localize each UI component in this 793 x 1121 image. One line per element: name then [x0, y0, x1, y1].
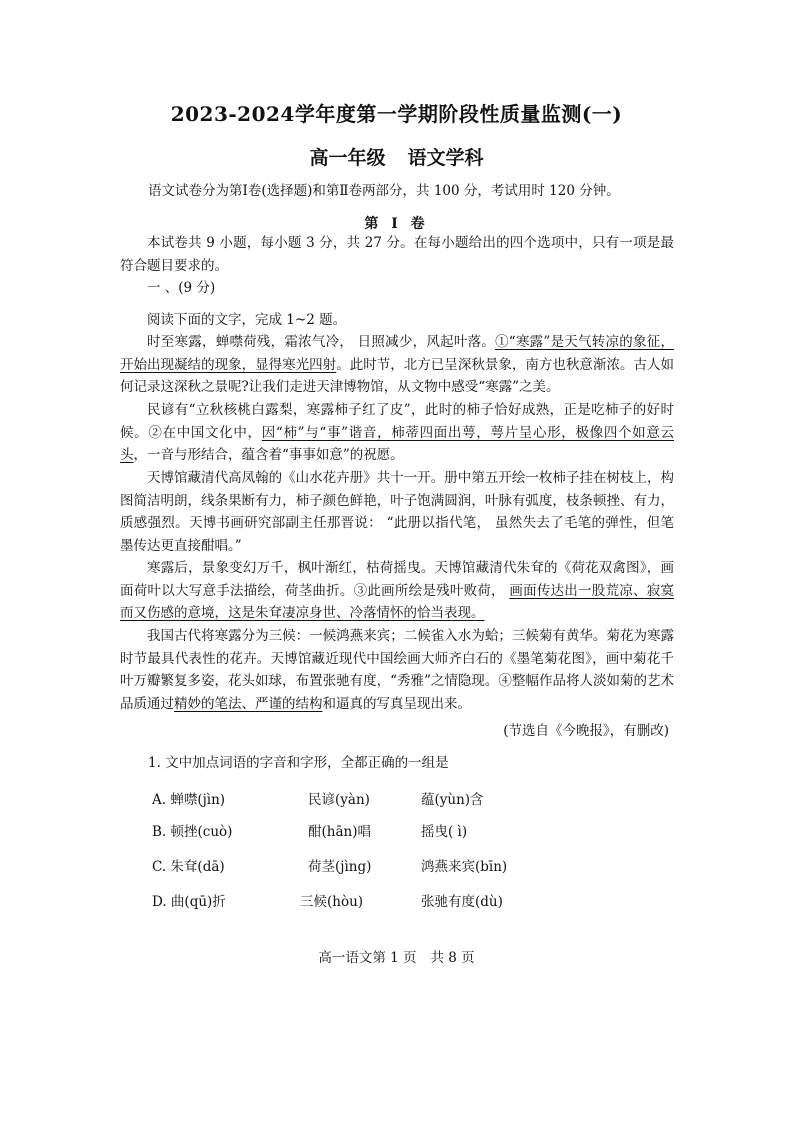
option-c-item-3: 鸿燕来宾(bīn) — [421, 859, 508, 875]
option-c — [152, 855, 652, 877]
option-b-item-1: B. 顿挫(cuò) — [152, 824, 233, 840]
option-b-item-2: 酣(hān)唱 — [308, 824, 371, 840]
p1-text-a: 时至寒露，蝉噤荷残，霜浓气冷， 日照减少，风起叶落。 — [147, 334, 496, 350]
passage-paragraph-2 — [120, 399, 674, 467]
exam-title: 2023-2024学年度第一学期阶段性质量监测(一) — [170, 102, 623, 126]
p5-text-a: 我国古代将寒露分为三候：一候鸿燕来宾；二候雀入水为蛤；三候菊有黄华。菊花为寒露时节最具代表性的花卉。天博馆藏近现代中国绘画大师齐白石的《墨笔菊花图》，画中菊花千叶万瓣繁复多姿，花头如球，布置张驰有度，“秀雅”之情隐现。④整幅作品将人淡如菊的艺术品质通过 — [120, 628, 674, 712]
p5-text-b: 和逼真的写真呈现出来。 — [322, 695, 471, 712]
passage-paragraph-5 — [120, 625, 674, 715]
option-a-item-1: A. 蝉噤(jìn) — [152, 792, 226, 808]
underlined-sentence-1: ①“寒露”是天气转凉的象征，开始出现凝结的现象，显得寒光四射 — [120, 334, 674, 373]
p2-text-a: 民谚有“立秋核桃白露梨，寒露柿子红了皮”，此时的柿子恰好成熟，正是吃柿子的好时候。②在中国文化中， — [120, 402, 674, 441]
option-d — [152, 890, 652, 912]
subject-label: 语文学科 — [407, 147, 484, 169]
option-a-item-2: 民谚(yàn) — [308, 792, 370, 808]
page-footer — [0, 946, 793, 966]
question-1-stem: 1. 文中加点词语的字音和字形，全都正确的一组是 — [148, 755, 449, 771]
option-d-item-1: D. 曲(qū)折 — [152, 894, 226, 910]
passage-paragraph-4 — [120, 557, 674, 625]
part-one-heading: 一 、(9 分) — [147, 280, 216, 296]
underlined-phrase-4: 精妙的笔法、严谨的结构 — [174, 695, 323, 712]
passage-paragraph-1 — [120, 331, 674, 399]
option-d-item-3: 张驰有度(dù) — [421, 894, 503, 910]
section-heading: 第 Ⅰ 卷 — [364, 216, 429, 232]
option-a — [152, 788, 652, 810]
option-d-item-2: 三候(hòu) — [300, 894, 364, 910]
reading-prompt: 阅读下面的文字，完成 1~2 题。 — [147, 312, 347, 328]
option-b-item-3: 摇曳( ì) — [421, 824, 468, 840]
passage-paragraph-3: 天博馆藏清代高凤翰的《山水花卉册》共十一开。册中第五开绘一枚柿子挂在树枝上，构图简洁明朗，线条果断有力，柿子颜色鲜艳，叶子饱满圆润，叶脉有弧度，枝条顿挫、有力，质感强烈。天博书画研究部副主任那晋说： “此册以指代笔， 虽然失去了毛笔的弹性，但笔墨传达更直接酣唱。” — [120, 470, 674, 554]
grade-label: 高一年级 — [309, 147, 386, 169]
option-b — [152, 820, 652, 842]
exam-subtitle — [0, 143, 793, 170]
option-c-item-2: 荷茎(jìng) — [308, 859, 372, 875]
p4-text-a: 寒露后，景象变幻万千，枫叶渐红，枯荷摇曳。天博馆藏清代朱耷的《荷花双禽图》，画面荷叶以大写意手法描绘，荷茎曲折。③此画所绘是残叶败荷， — [120, 560, 674, 599]
p1-text-b: 。此时节，北方已呈深秋景象，南方也秋意渐浓。古人如何记录这深秋之景呢?让我们走进天津博物馆，从文物中感受“寒露”之美。 — [120, 356, 675, 396]
underlined-sentence-3: 画面传达出一股荒凉、寂寞而又伤感的意境，这是朱耷凄凉身世、冷落情怀的恰当表现。 — [120, 582, 674, 622]
underlined-sentence-2: 因“柿”与“事”谐音，柿蒂四面出萼，萼片呈心形，极像四个如意云头 — [120, 424, 675, 464]
section-instructions: 本试卷共 9 小题，每小题 3 分，共 27 分。在每小题给出的四个选项中，只有一项是最符合题目要求的。 — [120, 235, 674, 274]
option-c-item-1: C. 朱耷(dā) — [152, 859, 225, 875]
exam-intro: 语文试卷分为第Ⅰ卷(选择题)和第Ⅱ卷两部分，共 100 分，考试用时 120 分钟。 — [148, 183, 620, 199]
option-a-item-3: 蕴(yùn)含 — [421, 792, 484, 808]
page-number: 高一语文第 1 页 — [318, 950, 417, 966]
passage-source: (节选自《今晚报》，有删改) — [503, 723, 669, 739]
p2-text-b: ，一音与形结合，蕴含着“事事如意”的祝愿。 — [133, 447, 404, 464]
total-pages: 共 8 页 — [430, 950, 475, 966]
